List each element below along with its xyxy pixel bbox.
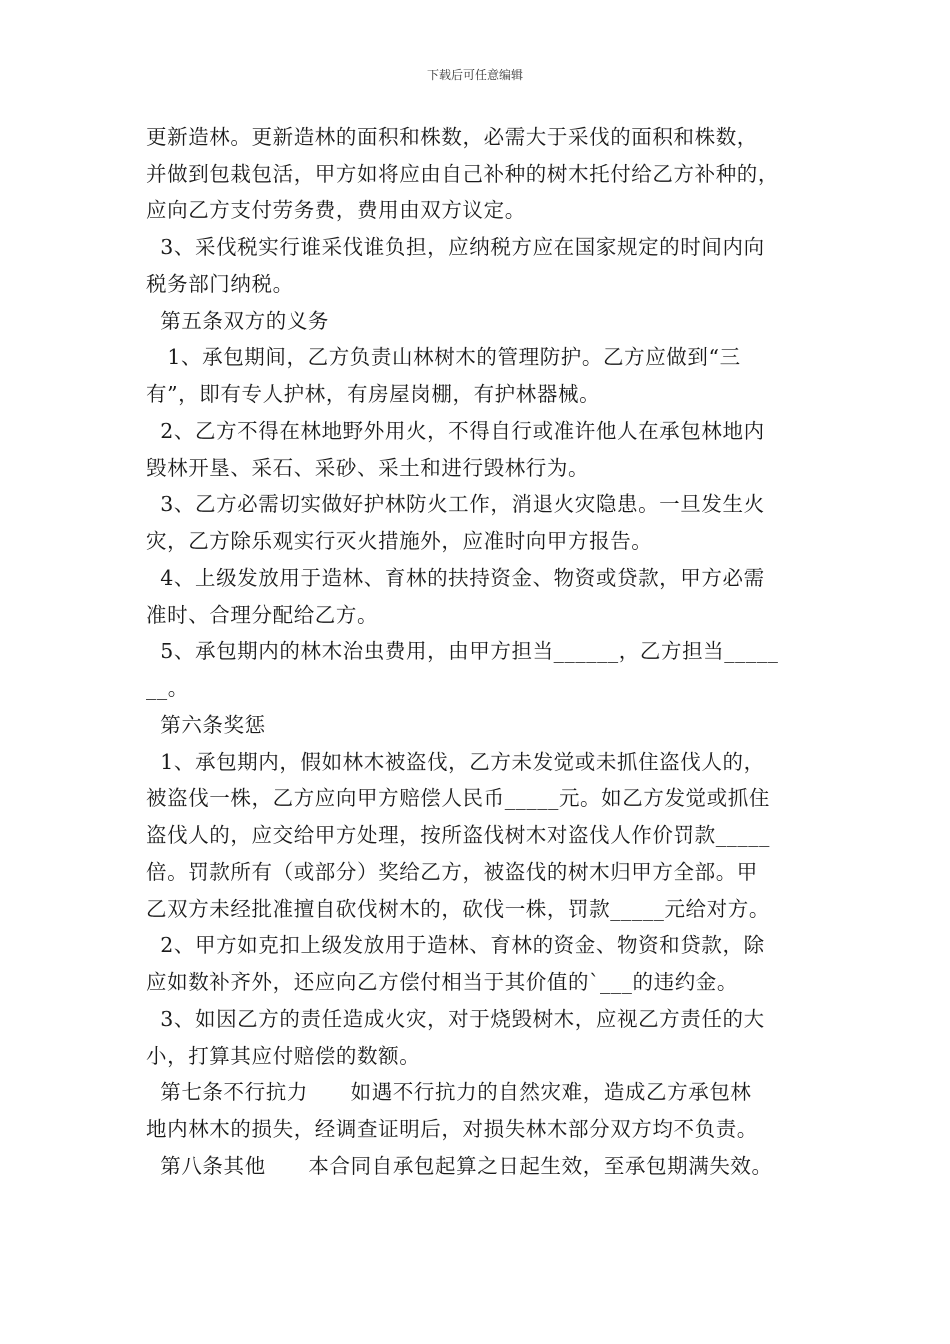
- body-line: 4、上级发放用于造林、育林的扶持资金、物资或贷款，甲方必需: [146, 566, 765, 590]
- body-line: 5、承包期内的林木治虫费用，由甲方担当______，乙方担当_____: [146, 639, 779, 663]
- body-line: 1、承包期内，假如林木被盗伐，乙方未发觉或未抓住盗伐人的，: [146, 750, 765, 774]
- body-line: 2、甲方如克扣上级发放用于造林、育林的资金、物资和贷款，除: [146, 933, 765, 957]
- section-heading: 第五条双方的义务: [146, 309, 330, 333]
- page-header: 下载后可任意编辑: [426, 68, 523, 82]
- body-line: 地内林木的损失，经调查证明后，对损失林木部分双方均不负责。: [146, 1117, 758, 1141]
- body-line: 被盗伐一株，乙方应向甲方赔偿人民币_____元。如乙方发觉或抓住: [146, 786, 770, 810]
- body-line: 1、承包期间，乙方负责山林树木的管理防护。乙方应做到“三: [146, 345, 741, 369]
- body-line: 小，打算其应付赔偿的数额。: [146, 1044, 421, 1068]
- body-line: 毁林开垦、采石、采砂、采土和进行毁林行为。: [146, 456, 590, 480]
- body-line: 灾，乙方除乐观实行灭火措施外，应准时向甲方报告。: [146, 529, 653, 553]
- body-line: 3、采伐税实行谁采伐谁负担，应纳税方应在国家规定的时间内向: [146, 235, 765, 259]
- body-line: 盗伐人的，应交给甲方处理，按所盗伐树木对盗伐人作价罚款_____: [146, 823, 770, 847]
- body-line: 倍。罚款所有（或部分）奖给乙方，被盗伐的树木归甲方全部。甲: [146, 860, 758, 884]
- body-line: __。: [146, 676, 189, 700]
- section-heading: 第六条奖惩: [146, 713, 266, 737]
- section-heading: 第八条其他 本合同自承包起算之日起生效，至承包期满失效。: [146, 1154, 773, 1178]
- body-line: 更新造林。更新造林的面积和株数，必需大于采伐的面积和株数，: [146, 125, 758, 149]
- body-line: 税务部门纳税。: [146, 272, 294, 296]
- body-line: 有”，即有专人护林，有房屋岗棚，有护林器械。: [146, 382, 601, 406]
- section-heading: 第七条不行抗力 如遇不行抗力的自然灾难，造成乙方承包林: [146, 1080, 752, 1104]
- body-line: 应向乙方支付劳务费，费用由双方议定。: [146, 198, 526, 222]
- body-line: 并做到包栽包活，甲方如将应由自己补种的树木托付给乙方补种的，: [146, 162, 779, 186]
- body-line: 3、乙方必需切实做好护林防火工作，消退火灾隐患。一旦发生火: [146, 492, 765, 516]
- body-line: 2、乙方不得在林地野外用火，不得自行或准许他人在承包林地内: [146, 419, 765, 443]
- body-line: 乙双方未经批准擅自砍伐树木的，砍伐一株，罚款_____元给对方。: [146, 897, 770, 921]
- body-line: 应如数补齐外，还应向乙方偿付相当于其价值的`___的违约金。: [146, 970, 738, 994]
- body-line: 3、如因乙方的责任造成火灾，对于烧毁树木，应视乙方责任的大: [146, 1007, 765, 1031]
- body-line: 准时、合理分配给乙方。: [146, 603, 379, 627]
